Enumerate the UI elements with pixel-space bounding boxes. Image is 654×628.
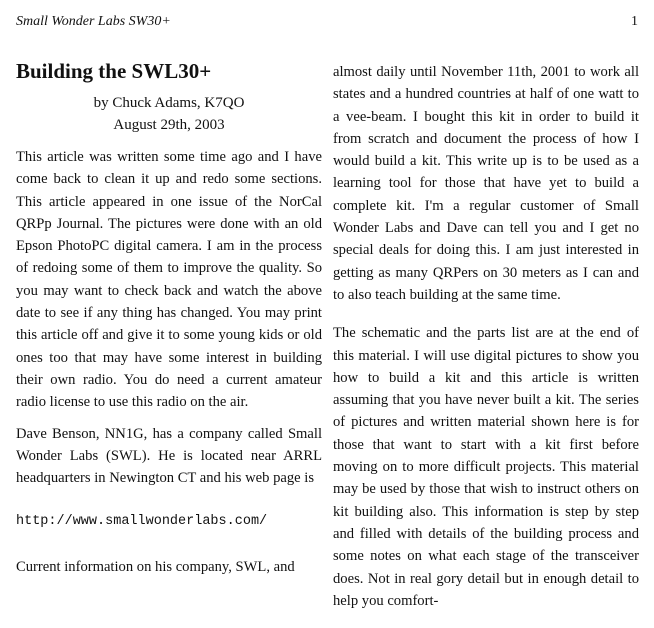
page-header: [16, 14, 638, 34]
paragraph: This article was written some time ago and I have come back to clean it up and redo some sections. This article appeared in one issue of the NorCal QRPp Journal. The pictures were done with an old Epson PhotoPC digital camera. I am in the process of redoing some of them to improve the quality. So you may want to check back and watch the above date to see if any thing has changed. You may print this article off and give it to some young kids or old ones too that may have some interest in building their own radio. You do need a current amateur radio license to use this radio on the air.: [16, 149, 322, 411]
page-number: 1: [631, 14, 638, 29]
paragraph: The schematic and the parts list are at the end of this material. I will use digital pictures to show you how to build a kit and this article is written assuming that you have never built a kit. The series of pictures and written material shown here is for those that want to start with a kit first before moving on to more difficult projects. This material may be used by those that wish to instruct others on kit building also. This information is step by step and filled with details of the building process and some notes on what each stage of the transceiver does. Not in real gory detail but in enough detail to help you comfort-: [333, 325, 639, 609]
website-link[interactable]: http://www.smallwonderlabs.com/: [16, 514, 268, 530]
date: August 29th, 2003: [113, 117, 225, 133]
left-column: [16, 58, 322, 587]
running-title: Small Wonder Labs SW30+: [16, 14, 171, 29]
right-column: [333, 61, 639, 628]
article-title: Building the SWL30+: [16, 59, 212, 83]
author: by Chuck Adams, K7QO: [93, 95, 245, 111]
paragraph: almost daily until November 11th, 2001 to work all states and a hundred countries at half of one watt to a vee-beam. I bought this kit in order to build it from scratch and document the process of how I would build a kit. This write up is to be used as a learning tool for those that have yet to build a complete kit. I'm a regular customer of Small Wonder Labs and Dave can tell you and I get no special deals for doing this. I am just interested in getting as many QRPers on 30 meters as I can and to also teach building at the same time.: [333, 64, 639, 303]
paragraph: Current information on his company, SWL, and: [16, 558, 295, 575]
paragraph: Dave Benson, NN1G, has a company called Small Wonder Labs (SWL). He is located near ARRL headquarters in Newington CT and his web page is: [16, 425, 322, 487]
byline: [16, 92, 322, 136]
